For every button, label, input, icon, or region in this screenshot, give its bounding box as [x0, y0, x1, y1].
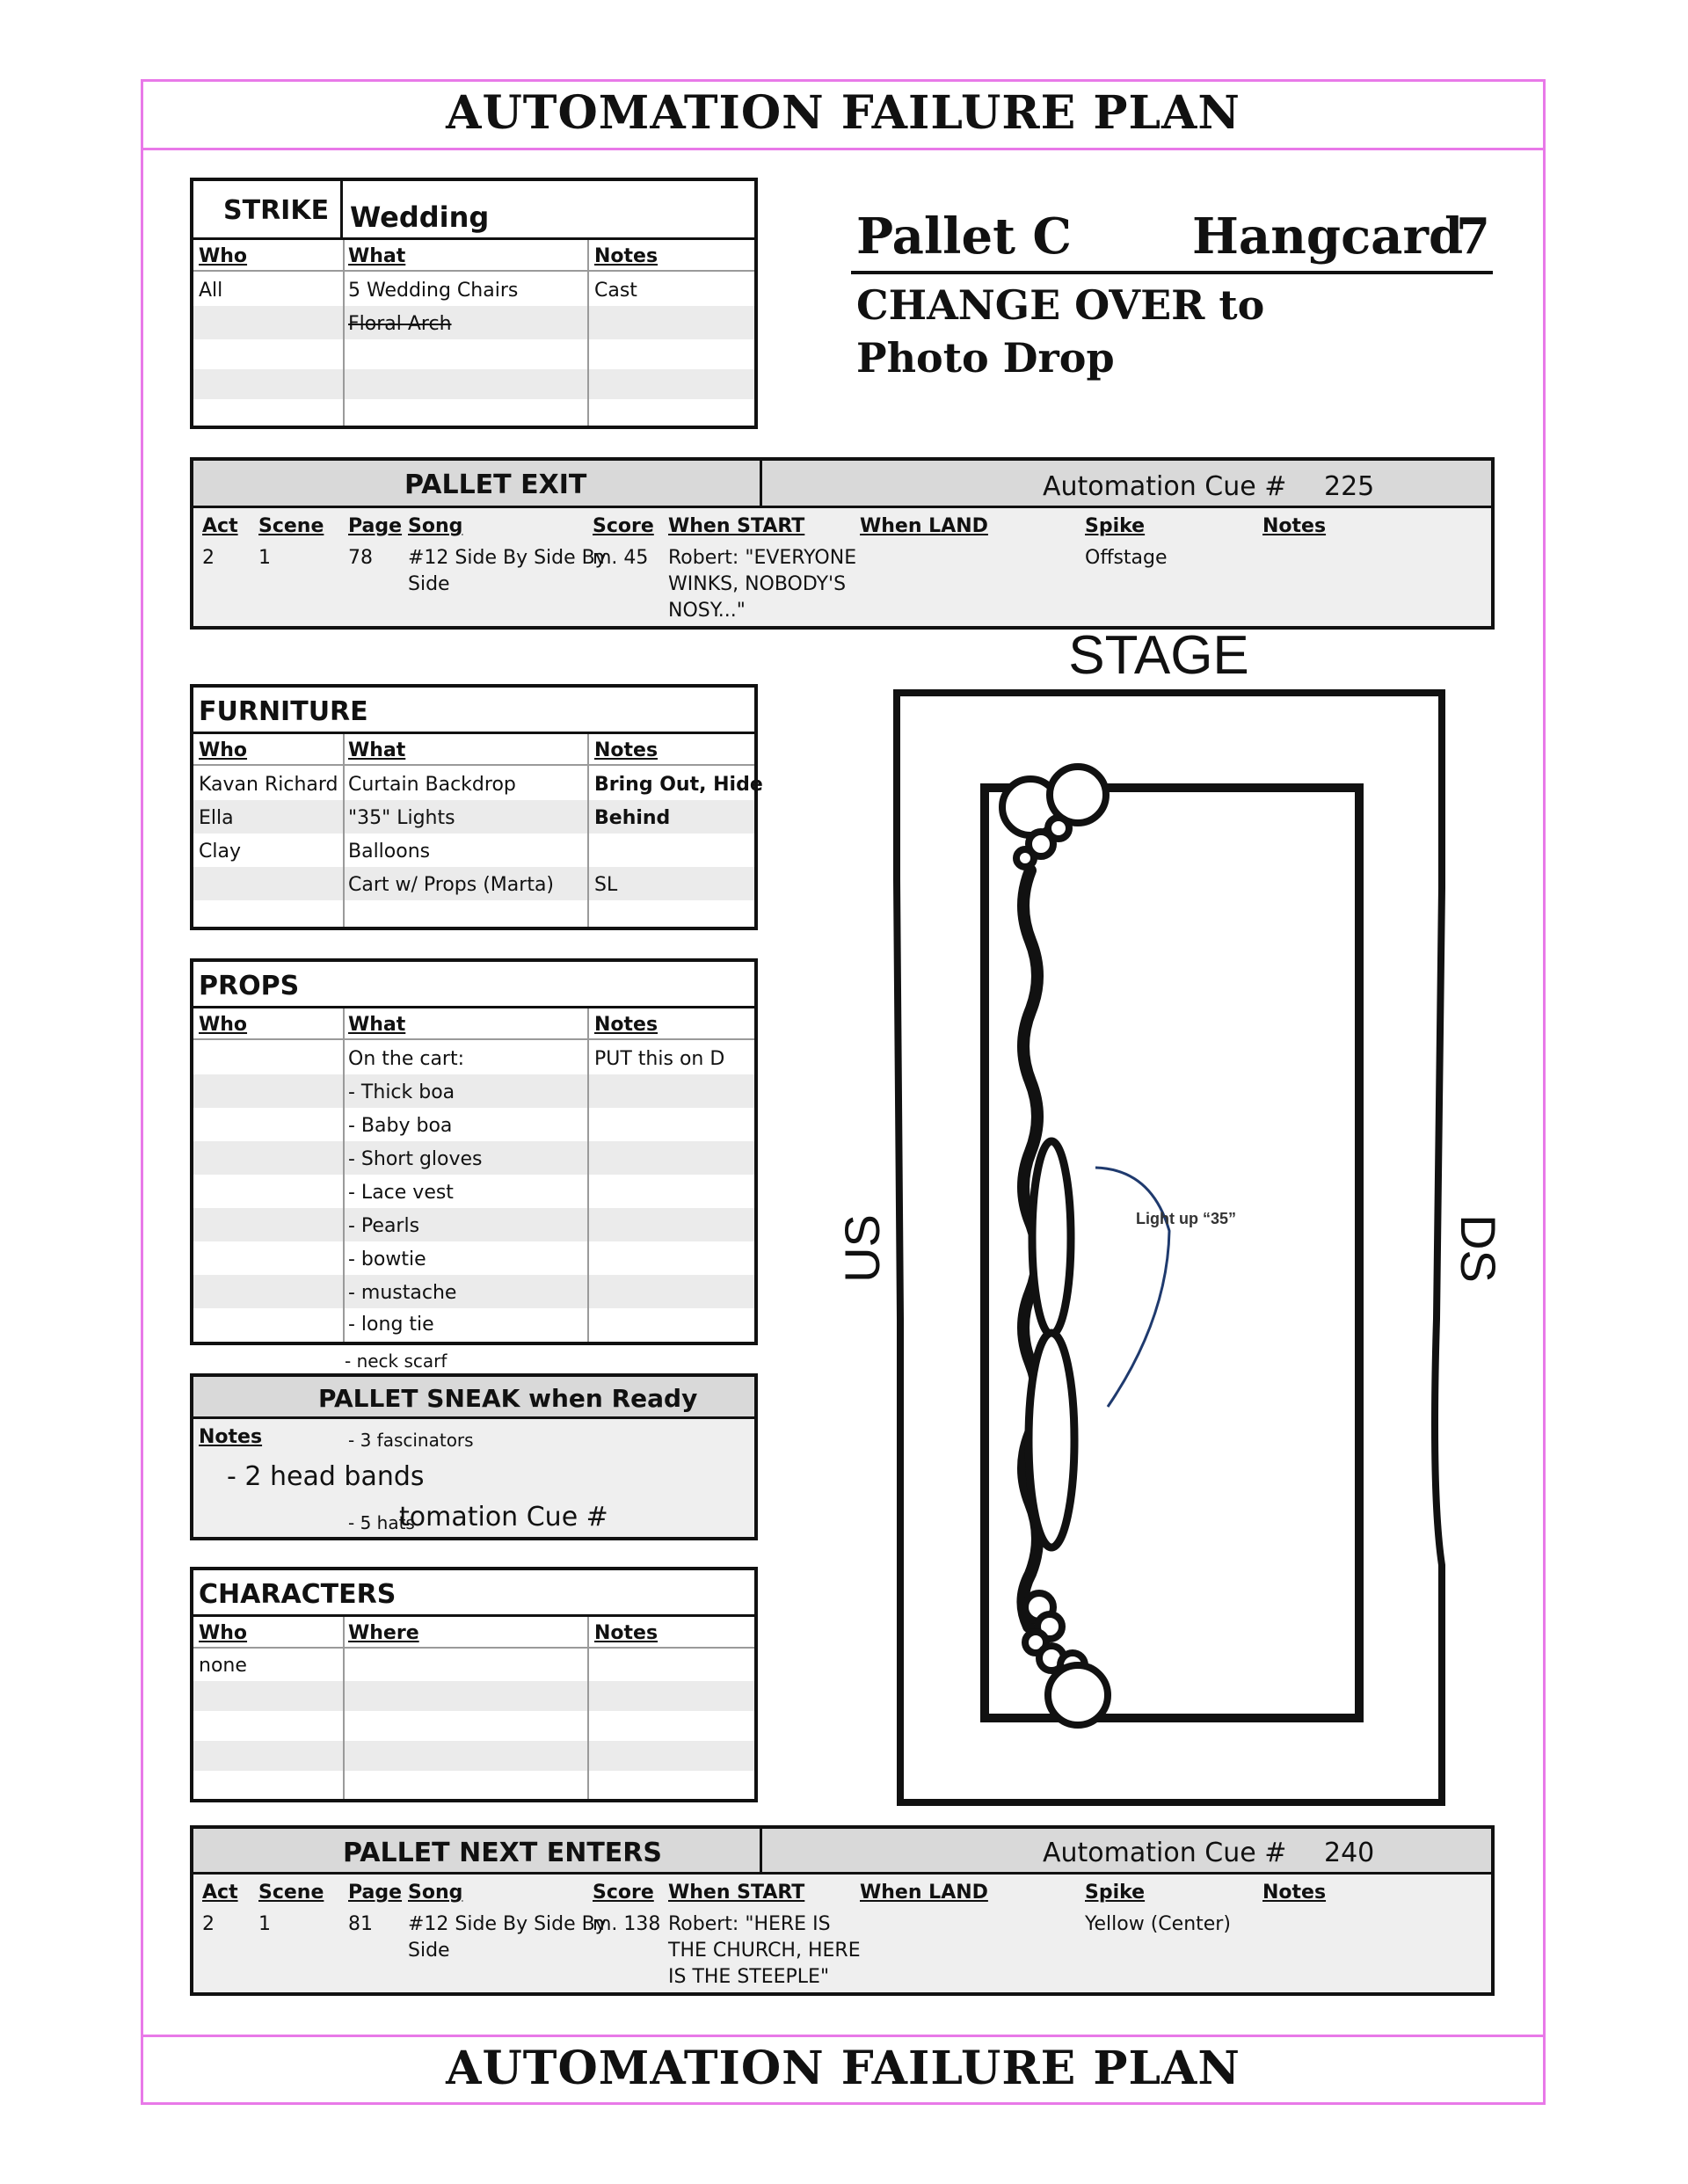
next-page: 81: [348, 1913, 373, 1935]
characters-header-notes: Notes: [594, 1622, 658, 1644]
strike-what-struck: Floral Arch: [348, 313, 452, 335]
next-header-notes: Notes: [1262, 1882, 1327, 1904]
exit-start-line2: WINKS, NOBODY'S: [668, 573, 847, 595]
next-start-line1: Robert: "HERE IS: [668, 1913, 831, 1935]
props-overflow-fascinators: - 3 fascinators: [348, 1430, 474, 1451]
strike-header-notes: Notes: [594, 245, 658, 267]
props-what: - long tie: [348, 1314, 434, 1336]
next-header-spike: Spike: [1085, 1882, 1146, 1904]
props-header-notes: Notes: [594, 1014, 658, 1036]
next-header-act: Act: [202, 1882, 238, 1904]
table-row: [193, 800, 754, 834]
props-what: - Thick boa: [348, 1081, 455, 1103]
props-header-what: What: [348, 1014, 406, 1036]
strike-who: All: [199, 280, 223, 302]
props-notes: PUT this on D: [594, 1048, 725, 1070]
furniture-title: FURNITURE: [199, 696, 368, 727]
bottom-banner-rule: [141, 2035, 1546, 2037]
props-table: [190, 958, 758, 1345]
next-act: 2: [202, 1913, 215, 1935]
props-what: On the cart:: [348, 1048, 465, 1070]
next-start-line3: IS THE STEEPLE": [668, 1966, 830, 1988]
table-row: [193, 1681, 754, 1711]
pallet-label: Pallet C: [856, 207, 1072, 266]
exit-act: 2: [202, 547, 215, 569]
exit-scene: 1: [258, 547, 271, 569]
table-row: [193, 1241, 754, 1275]
table-row: [193, 867, 754, 900]
exit-header-start: When START: [668, 515, 805, 537]
pallet-exit-cue-number: 225: [1324, 471, 1375, 502]
furniture-notes: SL: [594, 874, 618, 896]
table-row: [193, 1074, 754, 1108]
furniture-header-who: Who: [199, 739, 248, 761]
strike-notes: Cast: [594, 280, 637, 302]
next-header-land: When LAND: [860, 1882, 988, 1904]
strike-label-cell: [193, 181, 343, 237]
props-what: - Pearls: [348, 1215, 420, 1237]
exit-header-song: Song: [408, 515, 463, 537]
pallet-sneak-table: [190, 1373, 758, 1540]
balloons-top: [1002, 767, 1106, 867]
table-row: [193, 273, 754, 306]
table-row: [193, 1711, 754, 1741]
characters-header-where: Where: [348, 1622, 419, 1644]
pallet-exit-table: [190, 457, 1495, 630]
next-score: m. 138: [593, 1913, 661, 1935]
pallet-exit-cue-label: Automation Cue #: [1043, 471, 1287, 502]
exit-header-scene: Scene: [258, 515, 324, 537]
annotation-arc: [1095, 1168, 1169, 1407]
pallet-next-cue-number: 240: [1324, 1838, 1375, 1868]
furniture-what: "35" Lights: [348, 807, 455, 829]
info-rule: [851, 271, 1493, 274]
exit-song-line1: #12 Side By Side By: [408, 547, 607, 569]
exit-page: 78: [348, 547, 373, 569]
next-start-line2: THE CHURCH, HERE: [668, 1940, 861, 1962]
pallet-exit-title: PALLET EXIT: [404, 470, 587, 500]
characters-who: none: [199, 1655, 247, 1677]
bottom-banner: AUTOMATION FAILURE PLAN: [446, 2042, 1241, 2095]
balloons-bottom: [1025, 1593, 1108, 1725]
strike-table: [190, 178, 758, 429]
props-title: PROPS: [199, 971, 300, 1001]
sneak-cue-label: tomation Cue #: [399, 1502, 608, 1532]
exit-start-line3: NOSY...": [668, 600, 746, 622]
table-row: [193, 339, 754, 369]
furniture-what: Curtain Backdrop: [348, 774, 516, 796]
characters-table: [190, 1567, 758, 1802]
us-label: US: [834, 1214, 890, 1283]
exit-header-land: When LAND: [860, 515, 988, 537]
strike-header-who: Who: [199, 245, 248, 267]
table-row: [193, 1741, 754, 1771]
table-row: [193, 306, 754, 339]
table-row: [193, 369, 754, 399]
table-row: [193, 1175, 754, 1208]
next-header-start: When START: [668, 1882, 805, 1904]
furniture-who: Clay: [199, 841, 241, 863]
exit-song-line2: Side: [408, 573, 450, 595]
props-what: - Baby boa: [348, 1115, 453, 1137]
furniture-table: [190, 684, 763, 930]
pallet-next-table: [190, 1825, 1495, 1996]
table-row: [193, 1041, 754, 1074]
next-header-scene: Scene: [258, 1882, 324, 1904]
furniture-what: Cart w/ Props (Marta): [348, 874, 555, 896]
exit-start-line1: Robert: "EVERYONE: [668, 547, 857, 569]
table-row: [193, 1141, 754, 1175]
exit-header-spike: Spike: [1085, 515, 1146, 537]
top-banner-rule: [141, 148, 1546, 150]
furniture-who: Kavan Richard: [199, 774, 338, 796]
table-row: [193, 834, 754, 867]
stage-label: STAGE: [1068, 625, 1249, 686]
props-what: - mustache: [348, 1282, 457, 1304]
next-song-line1: #12 Side By Side By: [408, 1913, 607, 1935]
strike-what: 5 Wedding Chairs: [348, 280, 519, 302]
table-row: [193, 1649, 754, 1681]
light-35-lower: [1029, 1333, 1074, 1547]
next-scene: 1: [258, 1913, 271, 1935]
table-row: [193, 1275, 754, 1308]
furniture-who: Ella: [199, 807, 234, 829]
table-row: [193, 767, 763, 800]
table-row: [193, 1308, 754, 1342]
next-header-song: Song: [408, 1882, 463, 1904]
exit-header-score: Score: [593, 515, 654, 537]
light-label: Light up “35”: [1136, 1210, 1236, 1227]
exit-header-notes: Notes: [1262, 515, 1327, 537]
strike-header-row: [193, 240, 754, 272]
strike-header-what: What: [348, 245, 406, 267]
exit-header-page: Page: [348, 515, 403, 537]
pallet-next-title: PALLET NEXT ENTERS: [343, 1838, 662, 1868]
top-banner: AUTOMATION FAILURE PLAN: [446, 86, 1241, 140]
pallet-next-cue-label: Automation Cue #: [1043, 1838, 1287, 1868]
characters-header-who: Who: [199, 1622, 248, 1644]
light-35-upper: [1032, 1141, 1071, 1335]
props-overflow-head-bands: - 2 head bands: [227, 1461, 425, 1492]
furniture-header-row: [193, 734, 754, 766]
change-over-line2: Photo Drop: [856, 334, 1115, 382]
exit-header-act: Act: [202, 515, 238, 537]
hangcard-label: Hangcard: [1192, 207, 1464, 266]
furniture-what: Balloons: [348, 841, 431, 863]
change-over-line1: CHANGE OVER to: [856, 281, 1265, 329]
characters-title: CHARACTERS: [199, 1579, 397, 1610]
next-header-score: Score: [593, 1882, 654, 1904]
props-header-who: Who: [199, 1014, 248, 1036]
next-song-line2: Side: [408, 1940, 450, 1962]
characters-header-row: [193, 1617, 754, 1649]
exit-spike: Offstage: [1085, 547, 1168, 569]
sneak-notes-label: Notes: [199, 1426, 263, 1448]
props-what: - Short gloves: [348, 1148, 483, 1170]
props-what: - bowtie: [348, 1249, 426, 1270]
strike-title: Wedding: [350, 200, 490, 234]
strike-label: STRIKE: [223, 195, 330, 226]
stage-diagram: [834, 615, 1506, 1811]
furniture-notes: Behind: [594, 807, 671, 829]
furniture-notes: Bring Out, Hide: [594, 774, 763, 796]
next-spike: Yellow (Center): [1085, 1913, 1231, 1935]
exit-score: m. 45: [593, 547, 649, 569]
props-overflow-hats: - 5 hats: [348, 1512, 415, 1533]
ds-label: DS: [1451, 1214, 1506, 1283]
table-row: [193, 1208, 754, 1241]
next-header-page: Page: [348, 1882, 403, 1904]
sneak-title: PALLET SNEAK when Ready: [318, 1384, 698, 1413]
props-overflow-neck-scarf: - neck scarf: [345, 1350, 447, 1372]
table-row: [193, 1108, 754, 1141]
props-header-row: [193, 1008, 754, 1040]
props-what: - Lace vest: [348, 1182, 454, 1204]
hangcard-number: 7: [1456, 207, 1490, 266]
furniture-header-what: What: [348, 739, 406, 761]
furniture-header-notes: Notes: [594, 739, 658, 761]
